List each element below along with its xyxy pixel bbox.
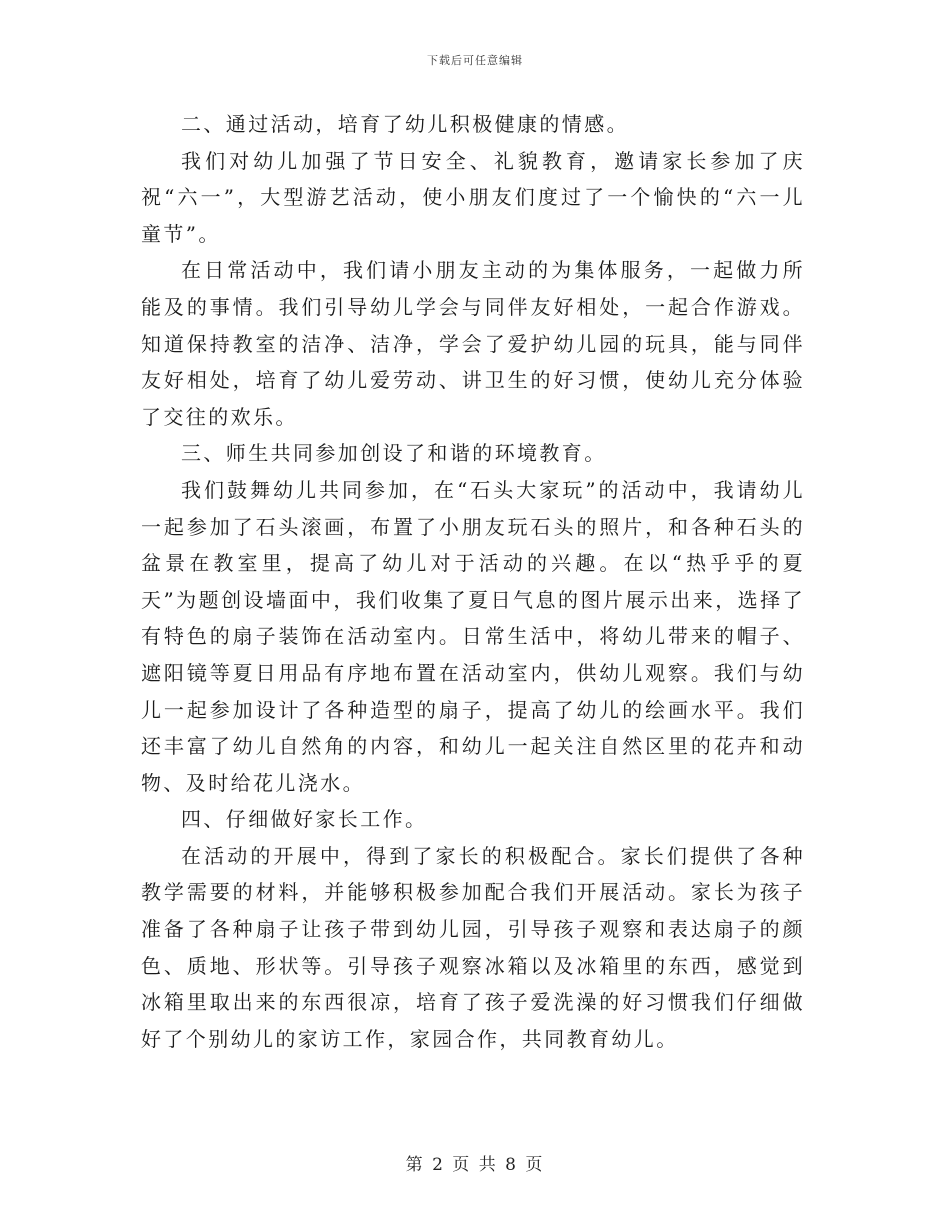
document-body bbox=[141, 106, 805, 1057]
body-paragraph: 在日常活动中，我们请小朋友主动的为集体服务，一起做力所能及的事情。我们引导幼儿学会与同伴友好相处，一起合作游戏。知道保持教室的洁净、洁净，学会了爱护幼儿园的玩具，能与同伴友好相处，培育了幼儿爱劳动、讲卫生的好习惯，使幼儿充分体验了交往的欢乐。 bbox=[141, 258, 805, 429]
section-heading-2: 二、通过活动，培育了幼儿积极健康的情感。 bbox=[181, 112, 629, 136]
page-header-note: 下载后可任意编辑 bbox=[427, 54, 523, 67]
section-heading-3: 三、师生共同参加创设了和谐的环境教育。 bbox=[181, 441, 607, 466]
body-paragraph: 在活动的开展中，得到了家长的积极配合。家长们提供了各种教学需要的材料，并能够积极参加配合我们开展活动。家长为孩子准备了各种扇子让孩子带到幼儿园，引导孩子观察和表达扇子的颜色、质地、形状等。引导孩子观察冰箱以及冰箱里的东西，感觉到冰箱里取出来的东西很凉，培育了孩子爱洗澡的好习惯我们仔细做好了个别幼儿的家访工作，家园合作，共同教育幼儿。 bbox=[141, 843, 805, 1051]
body-paragraph: 我们鼓舞幼儿共同参加，在“石头大家玩”的活动中，我请幼儿一起参加了石头滚画，布置了小朋友玩石头的照片，和各种石头的盆景在教室里，提高了幼儿对于活动的兴趣。在以“热乎乎的夏天”为题创设墙面中，我们收集了夏日气息的图片展示出来，选择了有特色的扇子装饰在活动室内。日常生活中，将幼儿带来的帽子、遮阳镜等夏日用品有序地布置在活动室内，供幼儿观察。我们与幼儿一起参加设计了各种造型的扇子，提高了幼儿的绘画水平。我们还丰富了幼儿自然角的内容，和幼儿一起关注自然区里的花卉和动物、及时给花儿浇水。 bbox=[141, 477, 805, 795]
section-heading-4: 四、仔细做好家长工作。 bbox=[181, 807, 428, 832]
page-number: 第 2 页 共 8 页 bbox=[405, 1155, 545, 1175]
body-paragraph: 我们对幼儿加强了节日安全、礼貌教育，邀请家长参加了庆祝“六一”，大型游艺活动，使小朋友们度过了一个愉快的“六一儿童节”。 bbox=[141, 148, 805, 246]
